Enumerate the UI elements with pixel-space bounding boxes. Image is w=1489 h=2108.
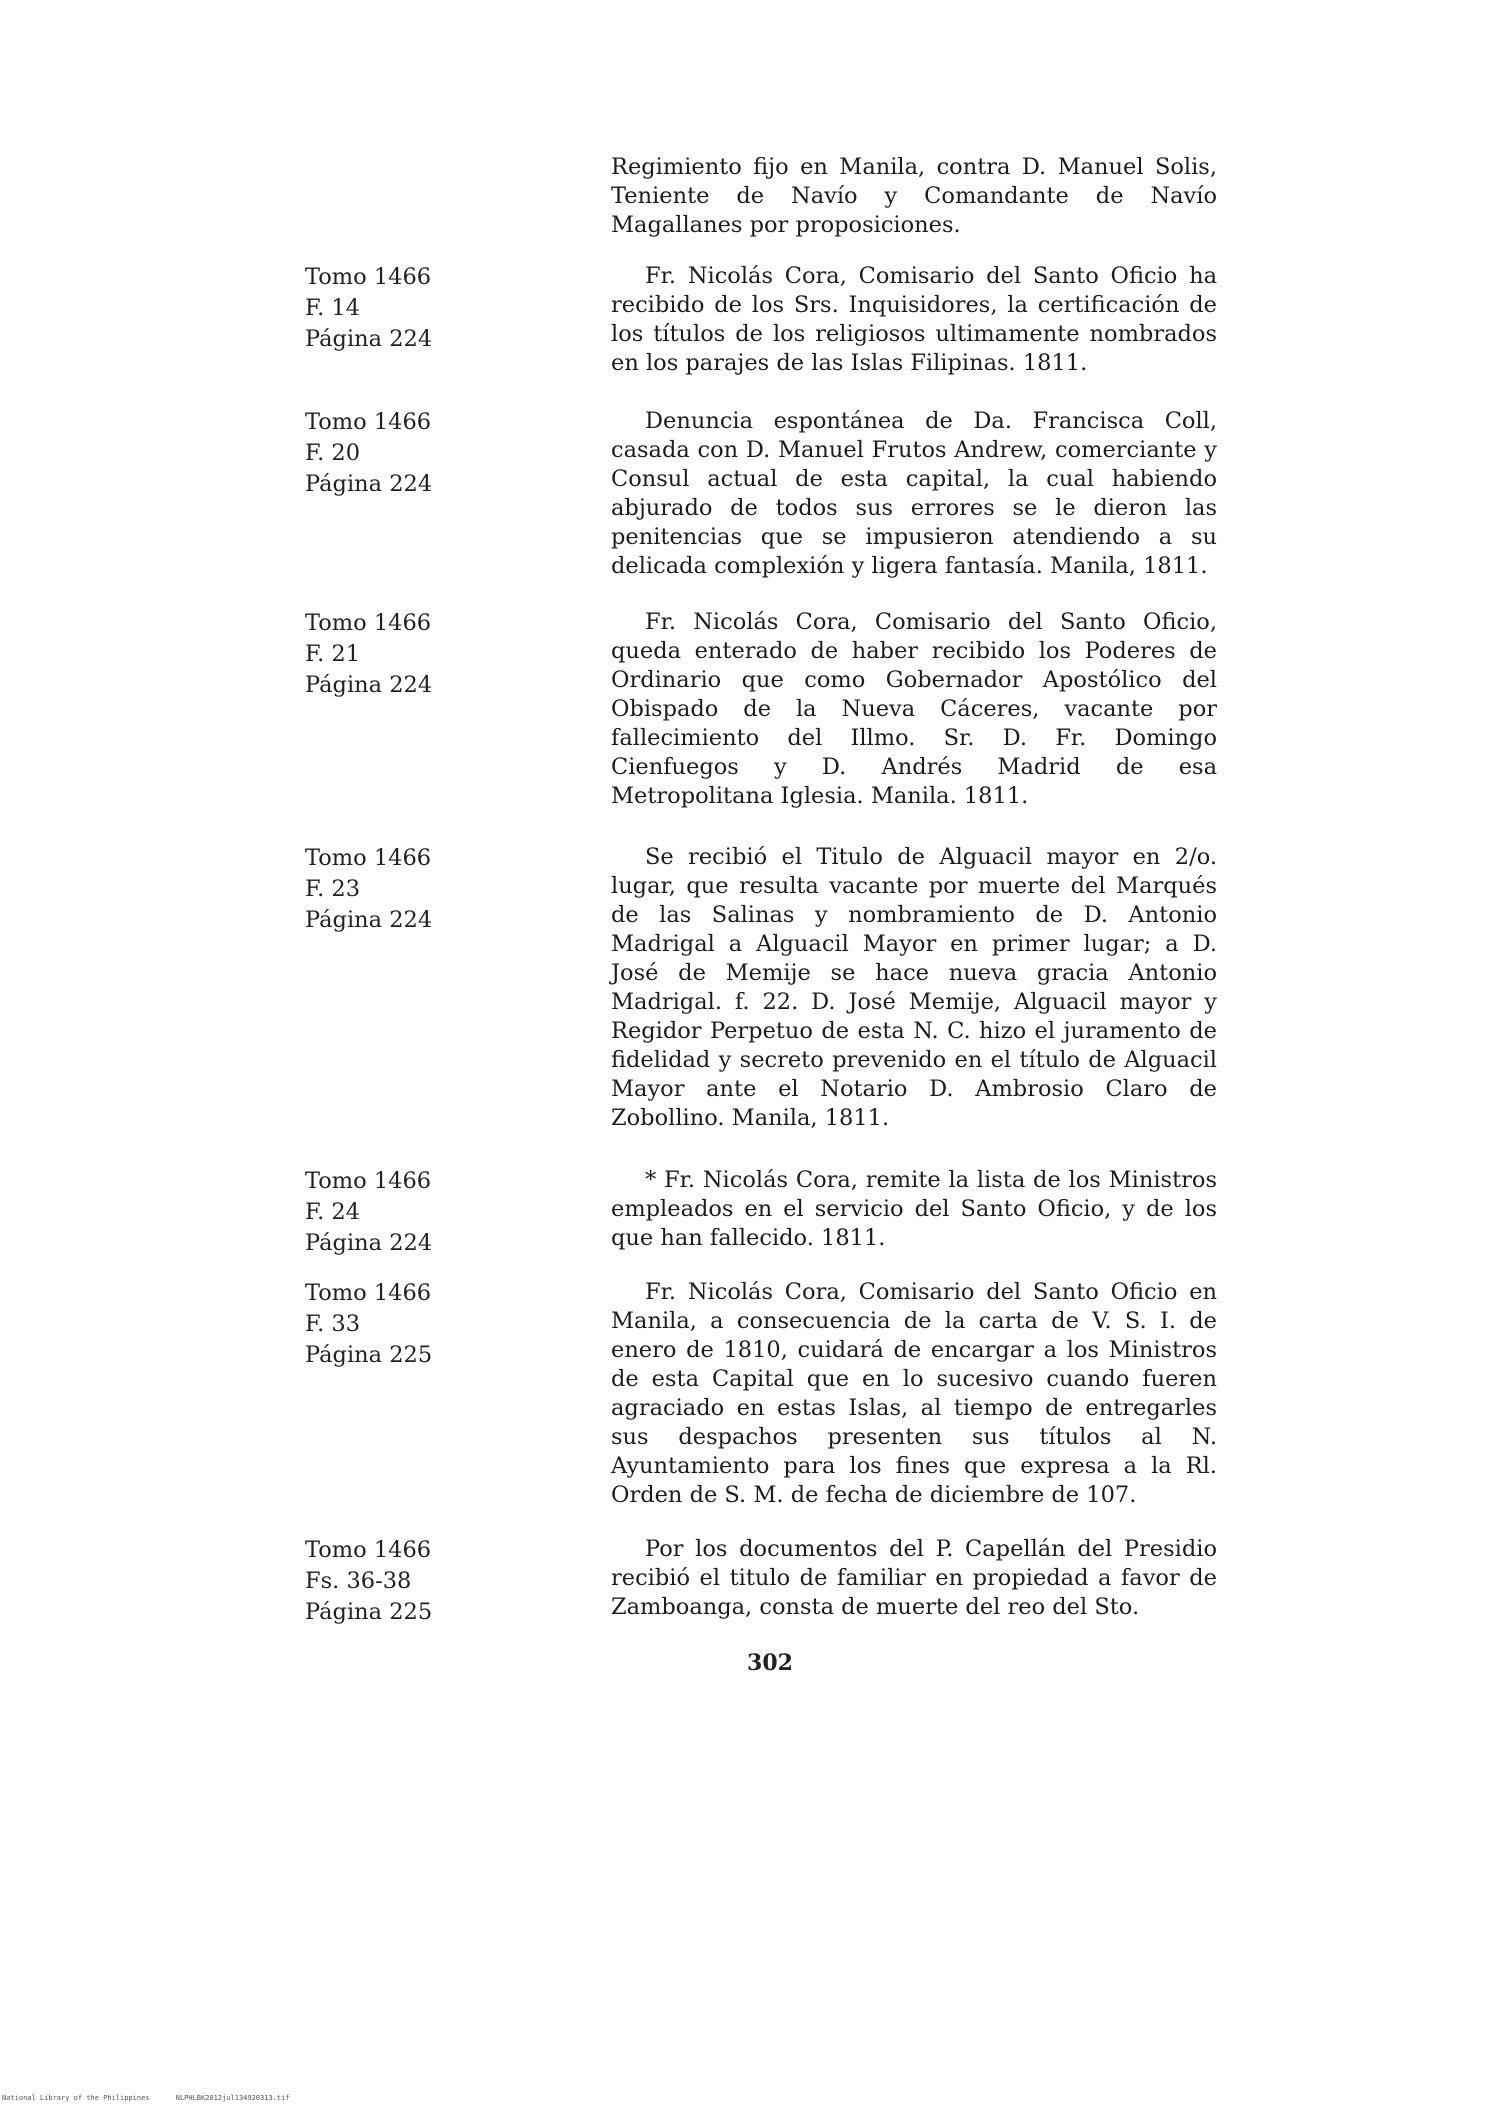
tomo-label: Tomo 1466 <box>305 1168 432 1194</box>
entry-text: Por los documentos del P. Capellán del Presidio recibió el titulo de familiar en propiedad a favor de Zamboanga, consta de muerte del reo del Sto. <box>611 1536 1217 1620</box>
margin-reference <box>305 262 475 355</box>
page-number: 302 <box>747 1650 793 1676</box>
pagina-label: Página 225 <box>305 1342 433 1368</box>
entry-paragraph <box>611 608 1217 811</box>
entry-paragraph <box>611 262 1217 378</box>
tomo-label: Tomo 1466 <box>305 409 432 435</box>
entry-paragraph <box>611 407 1217 581</box>
entry-text: Regimiento fijo en Manila, contra D. Manuel Solis, Teniente de Navío y Comandante de Navío Magallanes por proposiciones. <box>611 154 1217 238</box>
entry-paragraph <box>611 1535 1217 1622</box>
entry-text: Fr. Nicolás Cora, Comisario del Santo Oficio ha recibido de los Srs. Inquisidores, la certificación de los títulos de los religiosos ultimamente nombrados en los parajes de las Islas Filipinas. 1811. <box>611 263 1217 376</box>
entry-text: Fr. Nicolás Cora, Comisario del Santo Oficio en Manila, a consecuencia de la carta de V. S. I. de enero de 1810, cuidará de encargar a los Ministros de esta Capital que en lo sucesivo cuando fueren agraciado en estas Islas, al tiempo de entregarles sus despachos presenten sus títulos al N. Ayuntamiento para los fines que expresa a la Rl. Orden de S. M. de fecha de diciembre de 107. <box>611 1279 1217 1508</box>
tomo-label: Tomo 1466 <box>305 1537 432 1563</box>
folio-label: F. 23 <box>305 876 361 902</box>
entry-paragraph <box>611 843 1217 1133</box>
tomo-label: Tomo 1466 <box>305 264 432 290</box>
margin-reference <box>305 1535 475 1628</box>
margin-reference <box>305 407 475 500</box>
margin-reference <box>305 608 475 701</box>
margin-reference <box>305 1166 475 1259</box>
entry-text: * Fr. Nicolás Cora, remite la lista de los Ministros empleados en el servicio del Santo Oficio, y de los que han fallecido. 1811. <box>611 1167 1217 1251</box>
folio-label: F. 33 <box>305 1311 361 1337</box>
entry-text: Se recibió el Titulo de Alguacil mayor en 2/o. lugar, que resulta vacante por muerte del Marqués de las Salinas y nombramiento de D. Antonio Madrigal a Alguacil Mayor en primer lugar; a D. José de Memije se hace nueva gracia Antonio Madrigal. f. 22. D. José Memije, Alguacil mayor y Regidor Perpetuo de esta N. C. hizo el juramento de fidelidad y secreto prevenido en el título de Alguacil Mayor ante el Notario D. Ambrosio Claro de Zobollino. Manila, 1811. <box>611 844 1217 1131</box>
tomo-label: Tomo 1466 <box>305 845 432 871</box>
folio-label: F. 24 <box>305 1199 361 1225</box>
entry-paragraph <box>611 1278 1217 1510</box>
tomo-label: Tomo 1466 <box>305 610 432 636</box>
footer-library: National Library of the Philippines <box>2 2094 150 2102</box>
pagina-label: Página 225 <box>305 1599 433 1625</box>
folio-label: Fs. 36-38 <box>305 1568 412 1594</box>
margin-reference <box>305 1278 475 1371</box>
pagina-label: Página 224 <box>305 471 433 497</box>
footer-file: NLPHLBK2012jul134920313.tif <box>175 2094 290 2102</box>
folio-label: F. 14 <box>305 295 361 321</box>
folio-label: F. 21 <box>305 641 361 667</box>
scan-footer <box>2 2094 312 2102</box>
folio-label: F. 20 <box>305 440 361 466</box>
entry-text: Fr. Nicolás Cora, Comisario del Santo Oficio, queda enterado de haber recibido los Poderes de Ordinario que como Gobernador Apostólico del Obispado de la Nueva Cáceres, vacante por fallecimiento del Illmo. Sr. D. Fr. Domingo Cienfuegos y D. Andrés Madrid de esa Metropolitana Iglesia. Manila. 1811. <box>611 609 1217 809</box>
pagina-label: Página 224 <box>305 907 433 933</box>
margin-reference <box>305 843 475 936</box>
pagina-label: Página 224 <box>305 326 433 352</box>
entry-paragraph <box>611 1166 1217 1253</box>
tomo-label: Tomo 1466 <box>305 1280 432 1306</box>
entry-continuation <box>611 153 1217 240</box>
entry-text: Denuncia espontánea de Da. Francisca Coll, casada con D. Manuel Frutos Andrew, comerciante y Consul actual de esta capital, la cual habiendo abjurado de todos sus errores se le dieron las penitencias que se impusieron atendiendo a su delicada complexión y ligera fantasía. Manila, 1811. <box>611 408 1217 579</box>
pagina-label: Página 224 <box>305 1230 433 1256</box>
pagina-label: Página 224 <box>305 672 433 698</box>
